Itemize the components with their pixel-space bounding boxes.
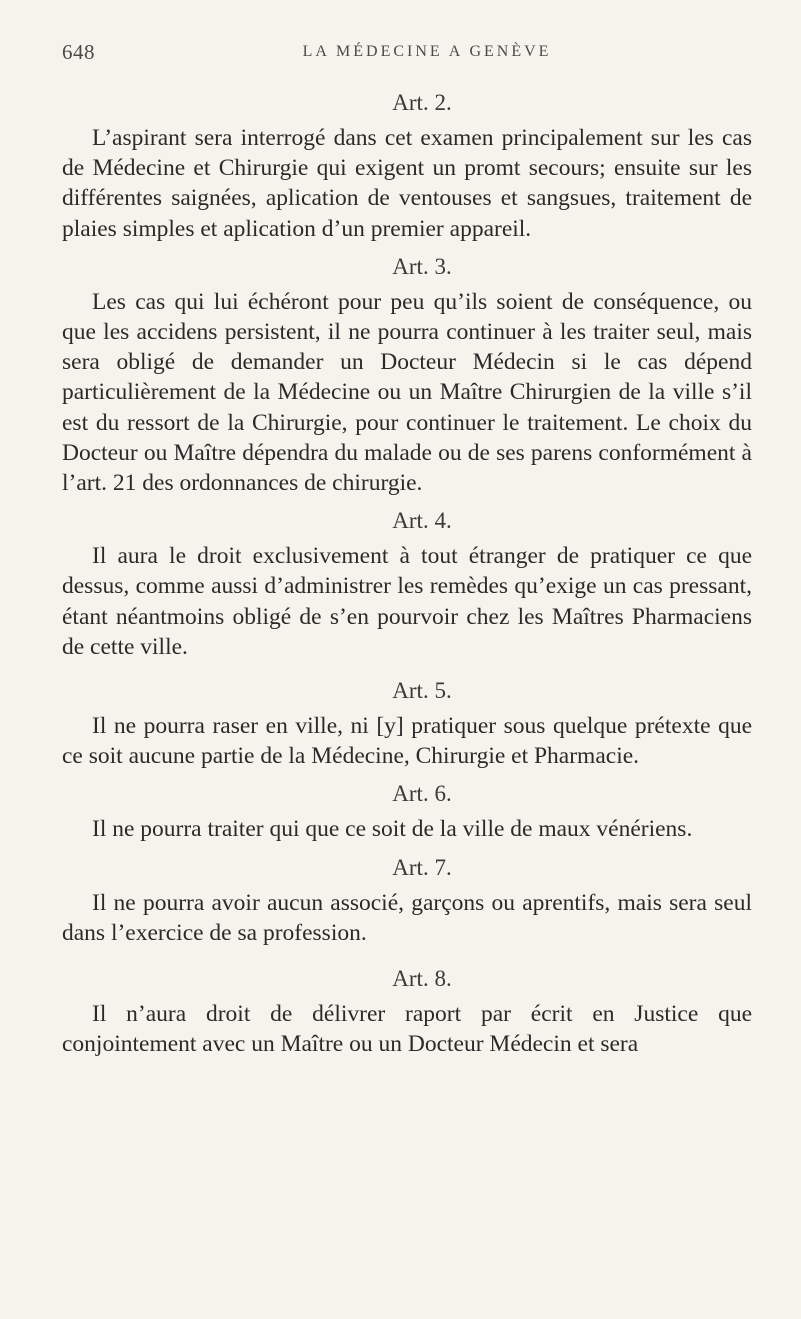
- running-title: LA MÉDECINE A GENÈVE: [302, 43, 552, 60]
- article-heading: Art. 5.: [392, 678, 452, 704]
- article-5: [62, 676, 752, 771]
- article-heading: Art. 4.: [392, 508, 452, 534]
- page-number: 648: [62, 40, 95, 64]
- article-heading: Art. 6.: [392, 781, 452, 807]
- article-heading: Art. 7.: [392, 854, 452, 880]
- article-heading: Art. 3.: [392, 253, 452, 279]
- article-4: [62, 506, 752, 662]
- body-text: [62, 88, 752, 1067]
- article-heading: Art. 8.: [392, 966, 452, 992]
- article-paragraph: Il aura le droit exclusivement à tout étranger de pratiquer ce que dessus, comme aussi d’administrer les remèdes qu’exige un cas pressant, étant néantmoins obligé de s’en pourvoir chez les Maîtres Pharmaciens de cette ville.: [62, 543, 752, 660]
- article-6: [62, 779, 752, 844]
- article-8: [62, 964, 752, 1059]
- article-paragraph: Il ne pourra raser en ville, ni [y] pratiquer sous quelque prétexte que ce soit aucune partie de la Médecine, Chirurgie et Pharmacie.: [62, 713, 752, 770]
- article-paragraph: Il ne pourra traiter qui que ce soit de la ville de maux vénériens.: [92, 816, 693, 843]
- article-paragraph: Les cas qui lui échéront pour peu qu’ils soient de conséquence, ou que les accidens persistent, il ne pourra continuer à les traiter seul, mais sera obligé de demander un Docteur Médecin si le cas dépend particulièrement de la Médecine ou un Maître Chirurgien de la ville s’il est du ressort de la Chirurgie, pour continuer le traitement. Le choix du Docteur ou Maître dépendra du malade ou de ses parens conformément à l’art. 21 des ordonnances de chirurgie.: [62, 288, 752, 497]
- article-heading: Art. 2.: [392, 90, 452, 115]
- article-7: [62, 853, 752, 948]
- article-2: [62, 88, 752, 244]
- article-paragraph: Il ne pourra avoir aucun associé, garçons ou aprentifs, mais sera seul dans l’exercice de sa profession.: [62, 889, 752, 946]
- article-paragraph: Il n’aura droit de délivrer raport par écrit en Justice que conjointement avec un Maître ou un Docteur Médecin et sera: [62, 1001, 752, 1058]
- running-head: [62, 40, 752, 70]
- article-paragraph: L’aspirant sera interrogé dans cet examen principalement sur les cas de Médecine et Chirurgie qui exigent un promt secours; ensuite sur les différentes saignées, aplication de ventouses et sangsues, traitement de plaies simples et aplication d’un premier appareil.: [62, 125, 752, 242]
- article-3: [62, 252, 752, 498]
